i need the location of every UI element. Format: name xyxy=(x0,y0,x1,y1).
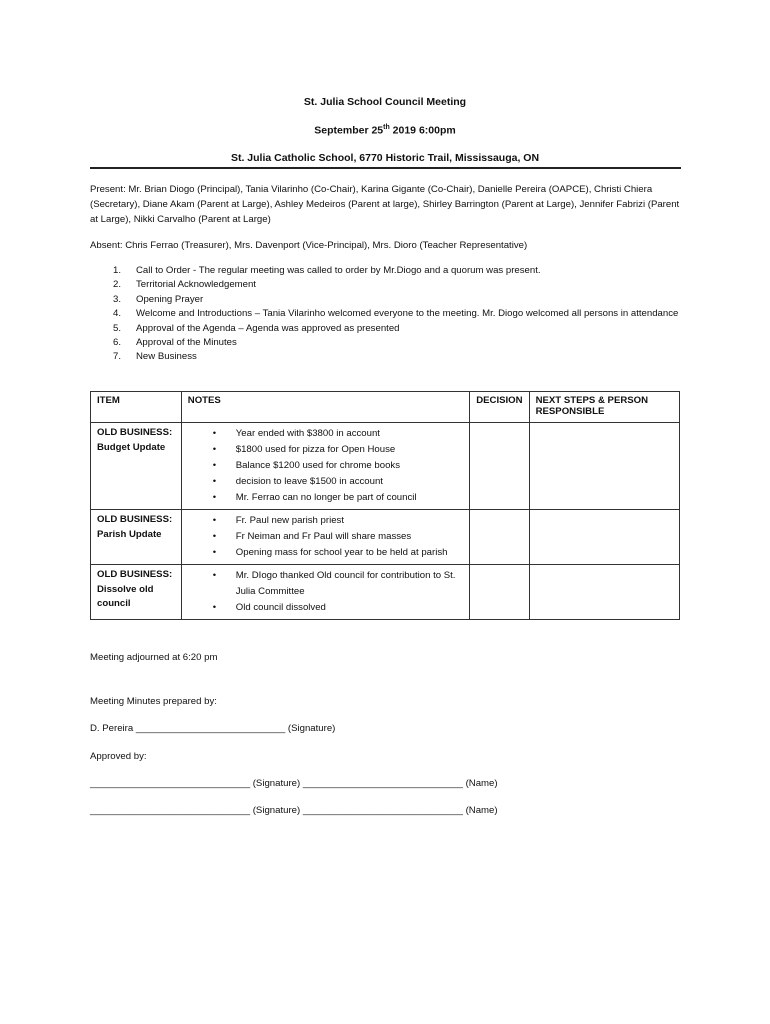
note-text: Fr. Paul new parish priest xyxy=(235,515,345,526)
agenda-item-number: 7. xyxy=(113,351,122,363)
table-row xyxy=(91,510,680,565)
decision-cell xyxy=(470,423,529,510)
note-text: Mr. Ferrao can no longer be part of council xyxy=(235,492,417,503)
meeting-date-main: September 25 xyxy=(314,124,384,137)
next-steps-cell xyxy=(529,510,679,565)
note-item xyxy=(188,513,463,529)
note-item xyxy=(188,458,463,474)
item-title: Dissolve old council xyxy=(97,583,154,609)
notes-cell xyxy=(181,510,469,565)
table-row xyxy=(91,423,680,510)
approval-signature-line: ______________________________ (Signature) ______________________________ (Name) xyxy=(90,778,498,789)
agenda-item-text: Approval of the Agenda – Agenda was approved as presented xyxy=(136,322,400,334)
meeting-title: St. Julia School Council Meeting xyxy=(303,96,467,108)
note-text: Old council dissolved xyxy=(235,602,326,613)
note-item xyxy=(188,474,463,490)
agenda-item xyxy=(90,278,682,292)
bullet-icon: • xyxy=(212,515,217,526)
approved-by-label: Approved by: xyxy=(90,751,147,762)
agenda-item-text: Opening Prayer xyxy=(136,293,204,305)
notes-list xyxy=(188,568,463,616)
note-item xyxy=(188,568,463,600)
approval-signature-line: ______________________________ (Signature) ______________________________ (Name) xyxy=(90,805,498,816)
note-text: decision to leave $1500 in account xyxy=(235,476,383,487)
column-header-item: ITEM xyxy=(91,392,182,423)
agenda-item-text: Approval of the Minutes xyxy=(136,337,237,349)
notes-cell xyxy=(181,565,469,620)
agenda-item-number: 3. xyxy=(113,293,122,305)
bullet-icon: • xyxy=(212,492,217,503)
column-header-next-steps: NEXT STEPS & PERSON RESPONSIBLE xyxy=(529,392,679,423)
meeting-location: St. Julia Catholic School, 6770 Historic Trail, Mississauga, ON xyxy=(230,152,540,164)
present-attendees: Present: Mr. Brian Diogo (Principal), Tania Vilarinho (Co-Chair), Karina Gigante (Co-Chair), Danielle Pereira (OAPCE), Christi Chiera (Secretary), Diane Akam (Parent at Large), Ashley Medeiros (Parent at large), Shirley Barrington (Parent at Large), Jennifer Fabrizi (Parent at Large), Nikki Carvalho (Parent at Large) xyxy=(90,184,680,225)
next-steps-cell xyxy=(529,423,679,510)
item-category: OLD BUSINESS: xyxy=(97,427,173,438)
agenda-item-number: 6. xyxy=(113,337,122,349)
decision-cell xyxy=(470,565,529,620)
bullet-icon: • xyxy=(212,476,217,487)
note-item xyxy=(188,545,463,561)
agenda-item-text: Territorial Acknowledgement xyxy=(136,279,256,291)
meeting-date-time: 2019 6:00pm xyxy=(389,124,456,137)
item-cell xyxy=(91,423,182,510)
decision-cell xyxy=(470,510,529,565)
table-header-row xyxy=(91,392,680,423)
note-text: $1800 used for pizza for Open House xyxy=(235,444,396,455)
item-title: Parish Update xyxy=(97,528,162,540)
note-item xyxy=(188,426,463,442)
note-text: Fr Neiman and Fr Paul will share masses xyxy=(235,531,412,542)
agenda-item xyxy=(90,350,682,364)
bullet-icon: • xyxy=(212,444,217,455)
notes-list xyxy=(188,426,463,506)
next-steps-cell xyxy=(529,565,679,620)
note-text: Year ended with $3800 in account xyxy=(235,428,380,439)
notes-list xyxy=(188,513,463,561)
minutes-table xyxy=(90,391,680,620)
note-item xyxy=(188,600,463,616)
notes-cell xyxy=(181,423,469,510)
agenda-item xyxy=(90,293,682,307)
prepared-by-label: Meeting Minutes prepared by: xyxy=(90,696,217,707)
table-row xyxy=(91,565,680,620)
meeting-adjourned: Meeting adjourned at 6:20 pm xyxy=(90,652,218,663)
agenda-item-number: 2. xyxy=(113,279,122,291)
agenda-item-text: New Business xyxy=(136,351,197,363)
agenda-item-number: 5. xyxy=(113,322,122,334)
bullet-icon: • xyxy=(212,570,217,581)
agenda-list xyxy=(90,264,682,365)
note-item xyxy=(188,529,463,545)
agenda-item-text: Call to Order - The regular meeting was called to order by Mr.Diogo and a quorum was present. xyxy=(136,265,541,276)
note-text: Mr. DIogo thanked Old council for contribution to St. Julia Committee xyxy=(235,570,456,597)
meeting-date xyxy=(90,124,680,137)
note-text: Balance $1200 used for chrome books xyxy=(235,460,401,471)
absent-attendees: Absent: Chris Ferrao (Treasurer), Mrs. Davenport (Vice-Principal), Mrs. Dioro (Teacher Representative) xyxy=(90,240,528,251)
item-cell xyxy=(91,510,182,565)
bullet-icon: • xyxy=(212,602,217,613)
note-text: Opening mass for school year to be held at parish xyxy=(235,547,448,558)
agenda-item xyxy=(90,322,682,336)
column-header-notes: NOTES xyxy=(181,392,469,423)
agenda-item-number: 4. xyxy=(113,308,122,320)
column-header-decision: DECISION xyxy=(470,392,529,423)
agenda-item xyxy=(90,264,682,278)
prepared-by-signature: D. Pereira ____________________________ (Signature) xyxy=(90,723,336,734)
note-item xyxy=(188,442,463,458)
item-category: OLD BUSINESS: xyxy=(97,569,173,580)
agenda-item-number: 1. xyxy=(113,265,122,276)
agenda-item xyxy=(90,307,682,321)
agenda-item-text: Welcome and Introductions – Tania Vilarinho welcomed everyone to the meeting. Mr. Diogo welcomed all persons in attendance xyxy=(136,308,679,320)
agenda-item xyxy=(90,336,682,350)
bullet-icon: • xyxy=(212,547,217,558)
bullet-icon: • xyxy=(212,531,217,542)
item-title: Budget Update xyxy=(97,441,166,453)
item-category: OLD BUSINESS: xyxy=(97,514,173,525)
bullet-icon: • xyxy=(212,428,217,439)
bullet-icon: • xyxy=(212,460,217,471)
item-cell xyxy=(91,565,182,620)
meeting-date-ordinal: th xyxy=(383,124,390,131)
header-divider xyxy=(90,167,681,169)
note-item xyxy=(188,490,463,506)
